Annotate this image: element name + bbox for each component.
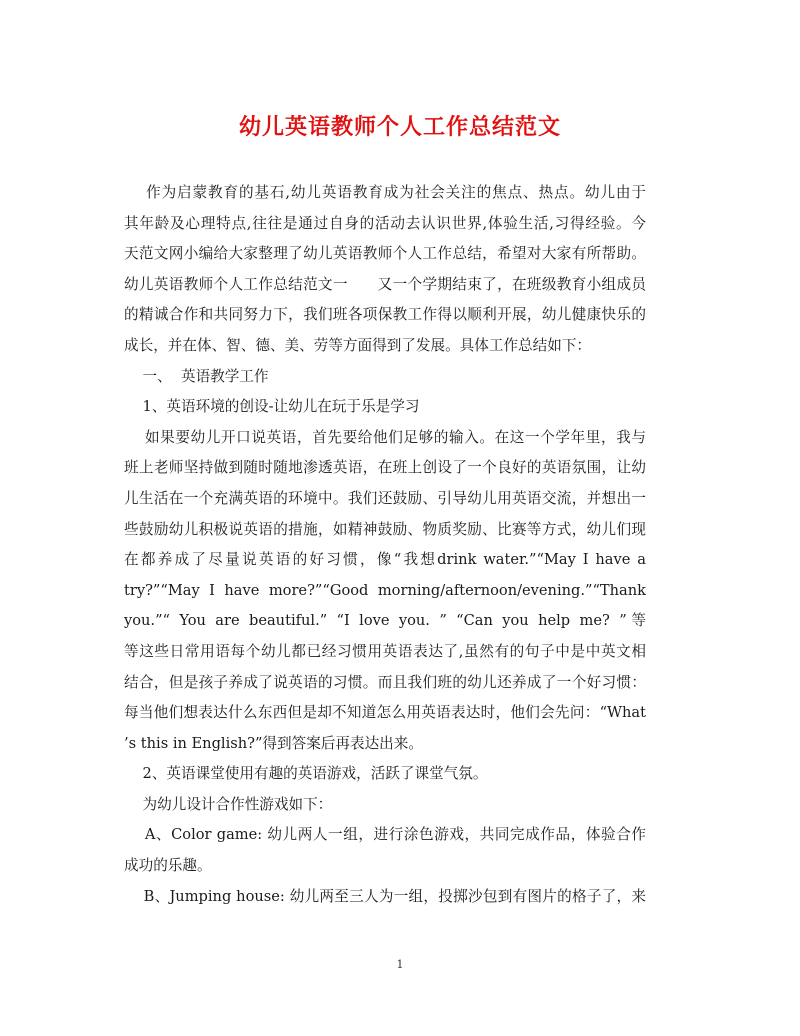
paragraph-line: 成功的乐趣。 <box>124 857 212 875</box>
paragraph-line: 结合，但是孩子养成了说英语的习惯。而且我们班的幼儿还养成了一个好习惯： <box>124 673 646 691</box>
paragraph-line: 每当他们想表达什么东西但是却不知道怎么用英语表达时，他们会先问：“What <box>124 704 646 722</box>
paragraph-line: try?”“May I have more?”“Good morning/afternoon/evening.”“Thank <box>124 581 646 599</box>
document-body <box>124 178 646 912</box>
section-heading: 一、 英语教学工作 <box>124 367 269 385</box>
paragraph-line: 天范文网小编给大家整理了幼儿英语教师个人工作总结，希望对大家有所帮助。 <box>124 245 646 263</box>
paragraph-line: 在都养成了尽量说英语的好习惯，像“我想drink water.”“May I have a <box>124 551 646 569</box>
paragraph-line: B、Jumping house: 幼儿两至三人为一组，投掷沙包到有图片的格子了，来 <box>124 887 646 905</box>
paragraph-line: ’s this in English?”得到答案后再表达出来。 <box>124 734 423 752</box>
subsection-heading: 2、英语课堂使用有趣的英语游戏，活跃了课堂气氛。 <box>124 765 488 783</box>
paragraph-line: 班上老师坚持做到随时随地渗透英语，在班上创设了一个良好的英语氛围，让幼 <box>124 459 646 477</box>
paragraph-line: you.”“ You are beautiful.” “I love you. ” “Can you help me? ”等 <box>124 612 646 630</box>
paragraph-line: A、Color game: 幼儿两人一组，进行涂色游戏，共同完成作品，体验合作 <box>124 826 646 844</box>
page-number: 1 <box>396 958 404 971</box>
paragraph-line: 等这些日常用语每个幼儿都已经习惯用英语表达了,虽然有的句子中是中英文相 <box>124 642 646 660</box>
paragraph-line: 些鼓励幼儿积极说英语的措施，如精神鼓励、物质奖励、比赛等方式，幼儿们现 <box>124 520 646 538</box>
paragraph-line: 成长，并在体、智、德、美、劳等方面得到了发展。具体工作总结如下： <box>124 336 592 354</box>
subsection-heading: 1、英语环境的创设-让幼儿在玩于乐是学习 <box>124 398 420 416</box>
paragraph-line: 的精诚合作和共同努力下，我们班各项保教工作得以顺利开展，幼儿健康快乐的 <box>124 306 646 324</box>
paragraph-line: 如果要幼儿开口说英语，首先要给他们足够的输入。在这一个学年里，我与 <box>124 428 646 446</box>
paragraph-line: 幼儿英语教师个人工作总结范文一 又一个学期结束了，在班级教育小组成员 <box>124 275 646 293</box>
document-title: 幼儿英语教师个人工作总结范文 <box>238 114 561 140</box>
paragraph-line: 儿生活在一个充满英语的环境中。我们还鼓励、引导幼儿用英语交流，并想出一 <box>124 489 646 507</box>
paragraph-line: 其年龄及心理特点,往往是通过自身的活动去认识世界,体验生活,习得经验。今 <box>124 214 646 232</box>
paragraph-line: 为幼儿设计合作性游戏如下： <box>124 795 333 813</box>
paragraph-line: 作为启蒙教育的基石,幼儿英语教育成为社会关注的焦点、热点。幼儿由于 <box>124 184 646 201</box>
